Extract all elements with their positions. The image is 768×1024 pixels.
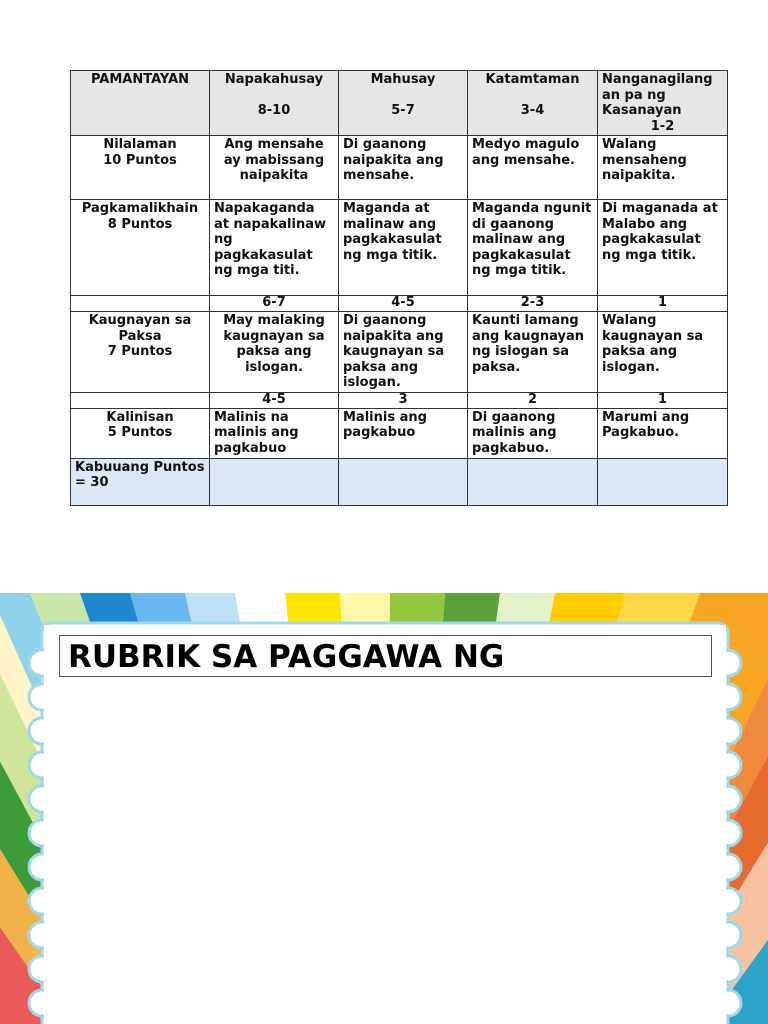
total-blank-cell — [210, 458, 339, 505]
header-nanganagilangan-range: 1-2 — [650, 118, 675, 134]
rubric-cell: May malaking kaugnayan sa paksa ang islogan. — [210, 312, 339, 393]
rubric-cell: Malinis na malinis ang pagkabuo — [210, 408, 339, 458]
score-range-row — [71, 392, 728, 408]
header-katamtaman: Katamtaman 3-4 — [468, 71, 598, 136]
rubric-cell: Napakaganda at napakalinaw ng pagkakasulat ng mga titi. — [210, 200, 339, 296]
score-cell: 2 — [468, 392, 598, 408]
rubric-cell: Medyo magulo ang mensahe. — [468, 136, 598, 200]
slide-title-box — [59, 635, 712, 677]
rubric-cell: Di maganada at Malabo ang pagkakasulat ng mga titik. — [598, 200, 728, 296]
scalloped-frame — [29, 623, 741, 1024]
total-blank-cell — [598, 458, 728, 505]
rubric-cell: Maganda at malinaw ang pagkakasulat ng mga titik. — [339, 200, 468, 296]
criteria-cell: Kalinisan 5 Puntos — [71, 408, 210, 458]
rubric-cell: Walang kaugnayan sa paksa ang islogan. — [598, 312, 728, 393]
rubric-cell: Di gaanong naipakita ang mensahe. — [339, 136, 468, 200]
score-blank-cell — [71, 392, 210, 408]
rubric-cell: Di gaanong naipakita ang kaugnayan sa paksa ang islogan. — [339, 312, 468, 393]
header-nanganagilangan-label: Nanganagilang an pa ng Kasanayan — [602, 72, 713, 118]
score-cell: 6-7 — [210, 296, 339, 312]
total-row — [71, 458, 728, 505]
total-blank-cell — [468, 458, 598, 505]
rubric-cell: Di gaanong malinis ang pagkabuo. — [468, 408, 598, 458]
score-range-row — [71, 296, 728, 312]
rubric-cell: Malinis ang pagkabuo — [339, 408, 468, 458]
criteria-cell: Nilalaman 10 Puntos — [71, 136, 210, 200]
score-cell: 2-3 — [468, 296, 598, 312]
slide-panel — [0, 593, 768, 1024]
score-cell: 1 — [598, 296, 728, 312]
header-criteria: PAMANTAYAN — [71, 71, 210, 136]
header-napakahusay: Napakahusay 8-10 — [210, 71, 339, 136]
criteria-cell: Kaugnayan sa Paksa 7 Puntos — [71, 312, 210, 393]
rubric-cell: Kaunti lamang ang kaugnayan ng islogan sa paksa. — [468, 312, 598, 393]
slide-title: RUBRIK SA PAGGAWA NG — [68, 639, 505, 675]
rubric-row-kaugnayan — [71, 312, 728, 393]
total-label-cell: Kabuuang Puntos = 30 — [71, 458, 210, 505]
score-cell: 1 — [598, 392, 728, 408]
header-mahusay: Mahusay 5-7 — [339, 71, 468, 136]
score-cell: 4-5 — [339, 296, 468, 312]
rubric-cell: Marumi ang Pagkabuo. — [598, 408, 728, 458]
rubric-cell: Maganda ngunit di gaanong malinaw ang pagkakasulat ng mga titik. — [468, 200, 598, 296]
rubric-cell: Walang mensaheng naipakita. — [598, 136, 728, 200]
rubric-cell: Ang mensahe ay mabissang naipakita — [210, 136, 339, 200]
criteria-cell: Pagkamalikhain 8 Puntos — [71, 200, 210, 296]
rubric-table — [70, 70, 728, 506]
score-cell: 4-5 — [210, 392, 339, 408]
rubric-header-row — [71, 71, 728, 136]
rubric-row-pagkamalikhain — [71, 200, 728, 296]
rubric-row-kalinisan — [71, 408, 728, 458]
score-cell: 3 — [339, 392, 468, 408]
rubric-row-nilalaman — [71, 136, 728, 200]
header-nanganagilangan — [598, 71, 728, 136]
frame-inner-fill — [44, 625, 726, 1024]
total-blank-cell — [339, 458, 468, 505]
score-blank-cell — [71, 296, 210, 312]
